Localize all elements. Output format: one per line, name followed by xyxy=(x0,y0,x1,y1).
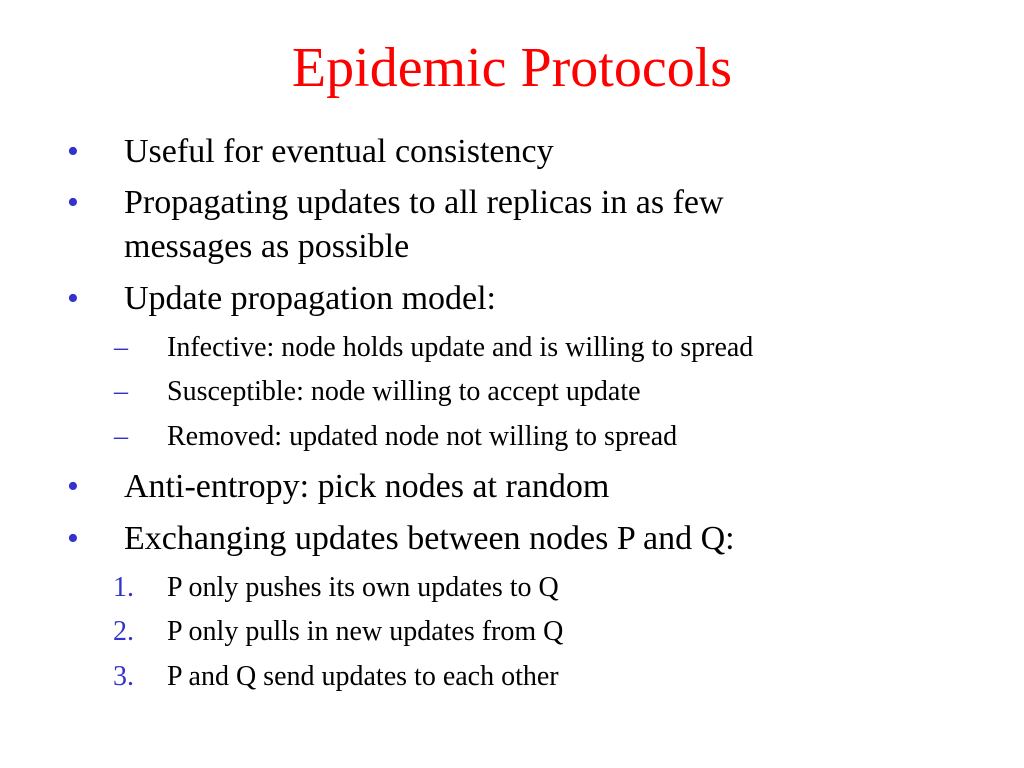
bullet-text-continuation: messages as possible xyxy=(124,228,410,265)
numbered-item-text: P only pulls in new updates from Q xyxy=(167,616,564,647)
slide-title: Epidemic Protocols xyxy=(291,37,733,99)
bullet-text: Update propagation model: xyxy=(124,280,497,317)
bullet-text: Anti-entropy: pick nodes at random xyxy=(124,468,610,505)
numbered-item-text: P and Q send updates to each other xyxy=(167,661,559,692)
item-number: 2. xyxy=(113,616,134,647)
item-number: 3. xyxy=(113,661,134,692)
bullet-icon: • xyxy=(67,184,79,221)
dash-icon: – xyxy=(114,332,128,363)
bullet-text: Useful for eventual consistency xyxy=(124,133,554,170)
bullet-icon: • xyxy=(67,133,79,170)
item-number: 1. xyxy=(113,572,134,603)
bullet-text: Exchanging updates between nodes P and Q: xyxy=(124,520,735,557)
sub-bullet-text: Removed: updated node not willing to spread xyxy=(167,421,678,452)
numbered-item-text: P only pushes its own updates to Q xyxy=(167,572,559,603)
dash-icon: – xyxy=(114,421,128,452)
sub-bullet-text: Susceptible: node willing to accept update xyxy=(167,376,641,407)
dash-icon: – xyxy=(114,376,128,407)
bullet-icon: • xyxy=(67,520,79,557)
bullet-icon: • xyxy=(67,280,79,317)
sub-bullet-text: Infective: node holds update and is willing to spread xyxy=(167,332,754,363)
bullet-icon: • xyxy=(67,468,79,505)
bullet-text: Propagating updates to all replicas in as few xyxy=(124,184,724,221)
